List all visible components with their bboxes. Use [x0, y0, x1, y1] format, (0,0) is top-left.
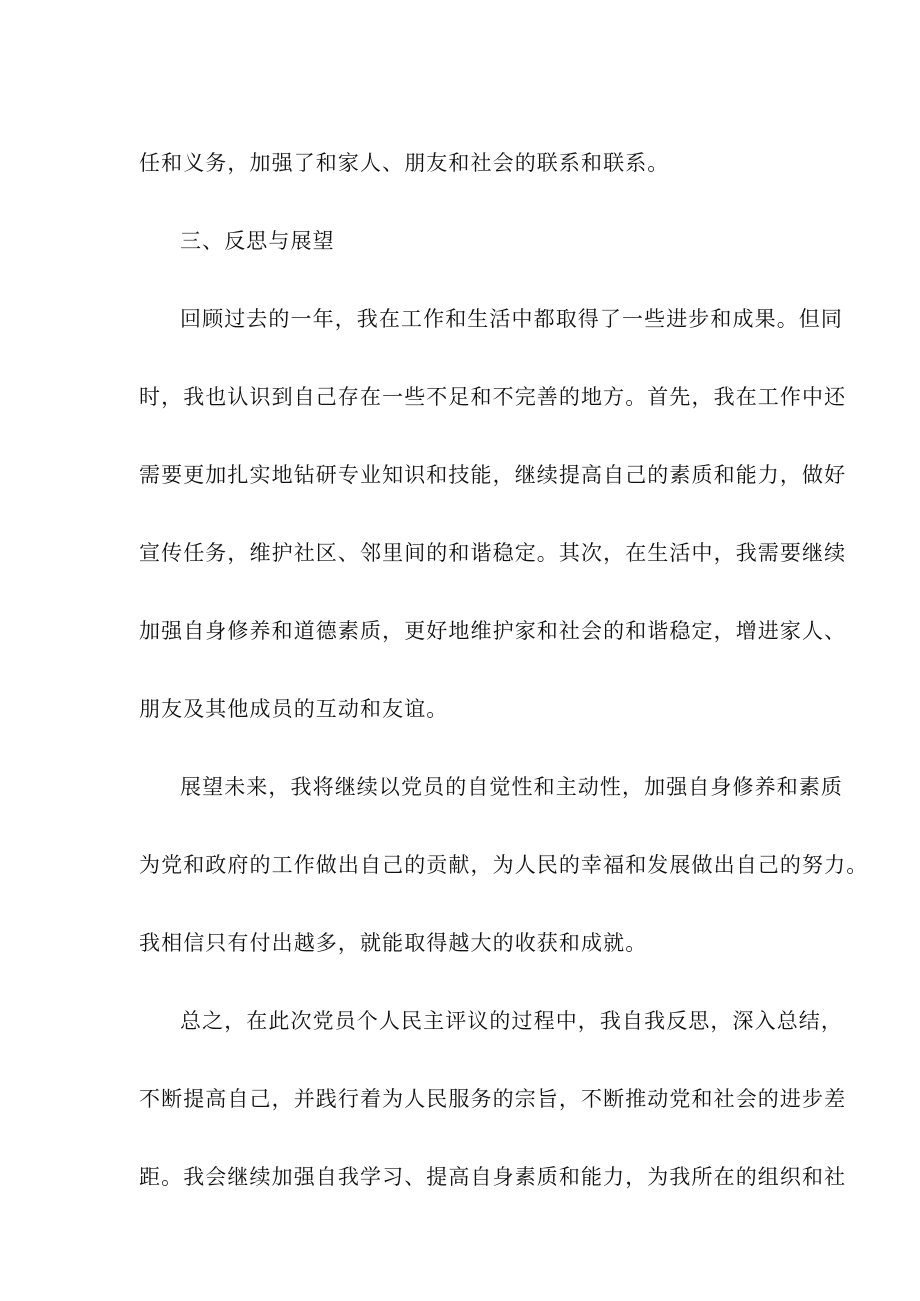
text-line: 为党和政府的工作做出自己的贡献，为人民的幸福和发展做出自己的努力。 [139, 853, 869, 877]
text-line: 宣传任务，维护社区、邻里间的和谐稳定。其次，在生活中，我需要继续 [139, 541, 847, 565]
text-line: 距。我会继续加强自我学习、提高自身素质和能力，为我所在的组织和社 [139, 1165, 847, 1189]
text-line: 时，我也认识到自己存在一些不足和不完善的地方。首先，我在工作中还 [139, 385, 847, 409]
text-line: 不断提高自己，并践行着为人民服务的宗旨，不断推动党和社会的进步差 [139, 1087, 847, 1111]
text-line: 需要更加扎实地钻研专业知识和技能，继续提高自己的素质和能力，做好 [139, 463, 847, 487]
text-line: 回顾过去的一年，我在工作和生活中都取得了一些进步和成果。但同 [180, 307, 843, 331]
text-line: 我相信只有付出越多，就能取得越大的收获和成就。 [139, 931, 648, 955]
text-line: 加强自身修养和道德素质，更好地维护家和社会的和谐稳定，增进家人、 [139, 619, 847, 643]
section-heading: 三、反思与展望 [180, 229, 335, 253]
text-line: 朋友及其他成员的互动和友谊。 [139, 697, 449, 721]
text-line: 总之，在此次党员个人民主评议的过程中，我自我反思，深入总结， [180, 1009, 843, 1033]
text-line: 展望未来，我将继续以党员的自觉性和主动性，加强自身修养和素质 [180, 775, 843, 799]
text-line: 任和义务，加强了和家人、朋友和社会的联系和联系。 [139, 151, 670, 175]
